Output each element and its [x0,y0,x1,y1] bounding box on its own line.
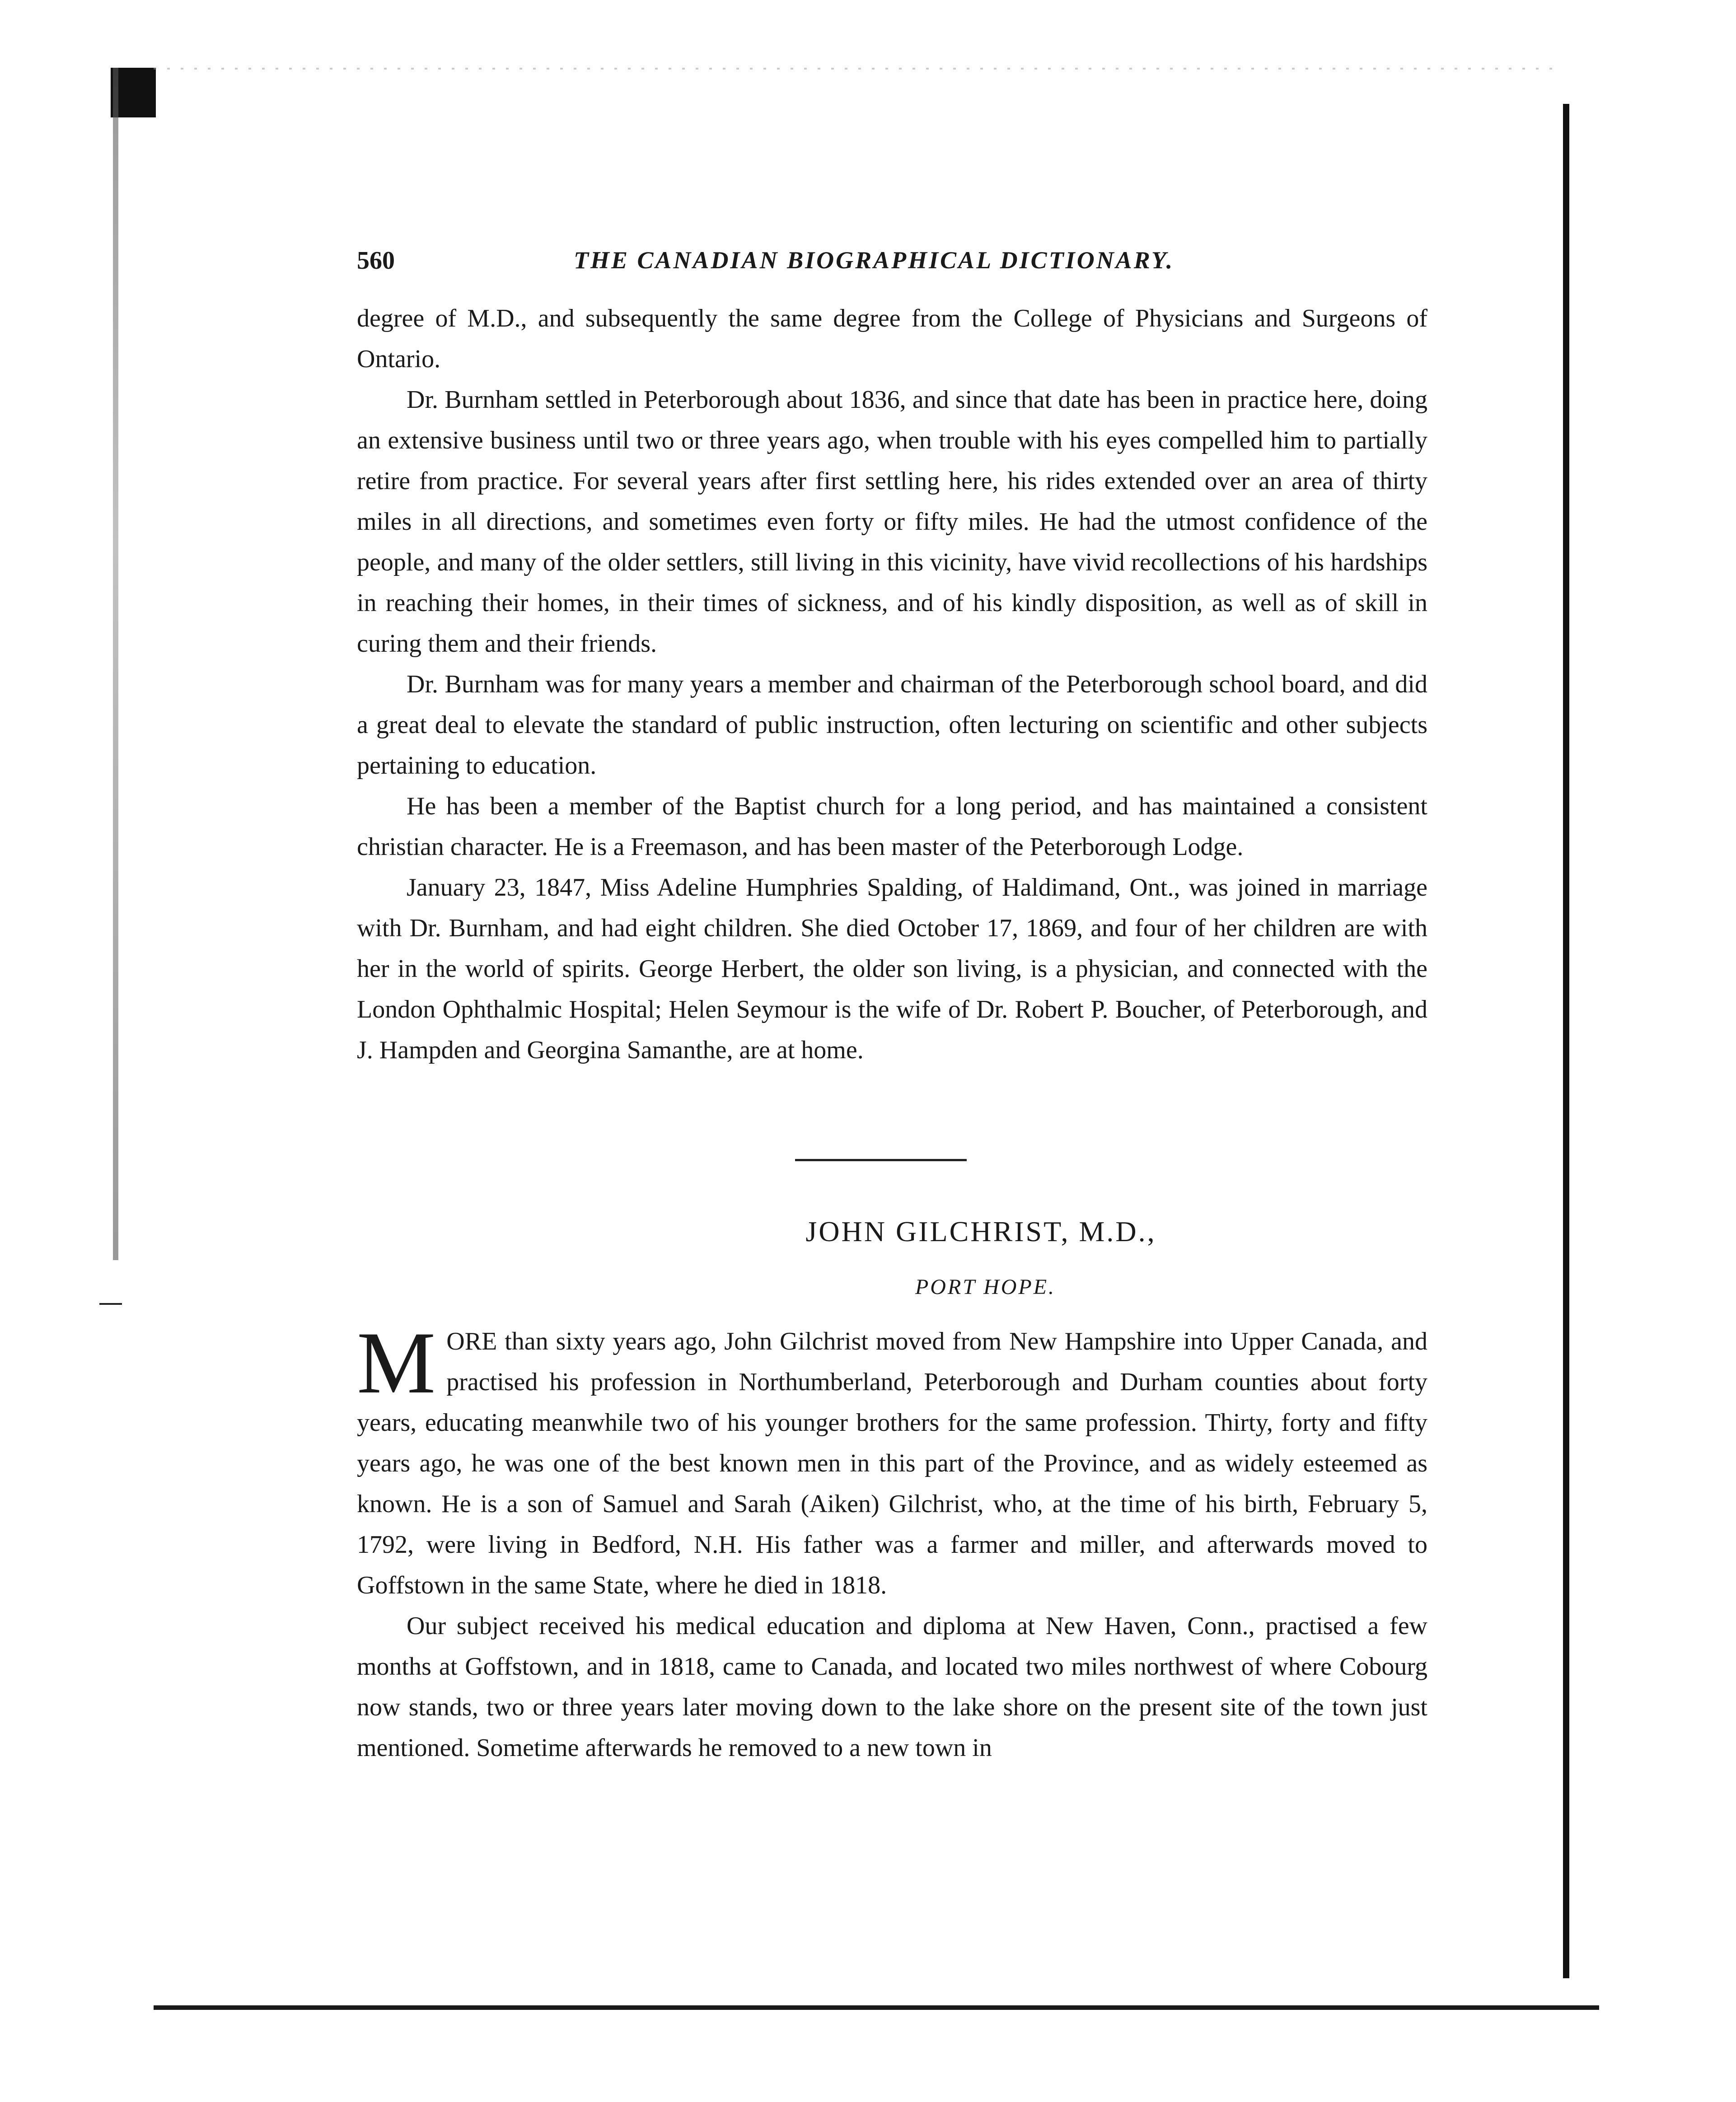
paragraph: Our subject received his medical education and diploma at New Haven, Conn., practised a few months at Goffstown, and in 1818, came to Canada, and located two miles northwest of where Cobourg now stands, two or three years later moving down to the lake shore on the present site of the town just mentioned. Sometime afterwards he removed to a new town in [357,1612,1427,1762]
drop-cap: M [357,1314,436,1412]
entry-title: JOHN GILCHRIST, M.D., [805,1215,1156,1247]
paragraph: He has been a member of the Baptist church for a long period, and has maintained a consistent christian character. He is a Freemason, and has been master of the Peterborough Lodge. [357,792,1427,861]
paragraph: Dr. Burnham settled in Peterborough about 1836, and since that date has been in practice here, doing an extensive business until two or three years ago, when trouble with his eyes compelled him to partially retire from practice. For several years after first settling here, his rides extended over an area of thirty miles in all directions, and sometimes even forty or fifty miles. He had the utmost confidence of the people, and many of the older settlers, still living in this vicinity, have vivid recollections of his hardships in reaching their homes, in their times of sickness, and of his kindly disposition, as well as of skill in curing them and their friends. [357,386,1427,658]
paragraph [357,1314,1427,1606]
previous-entry-text [357,298,1427,1070]
paragraph: degree of M.D., and subsequently the same degree from the College of Physicians and Surgeons of Ontario. [357,304,1427,373]
paragraph: Dr. Burnham was for many years a member and chairman of the Peterborough school board, and did a great deal to elevate the standard of public instruction, often lecturing on scientific and other subjects pertaining to education. [357,670,1427,780]
paragraph: January 23, 1847, Miss Adeline Humphries Spalding, of Haldimand, Ont., was joined in marriage with Dr. Burnham, and had eight children. She died October 17, 1869, and four of her children are with her in the world of spirits. George Herbert, the older son living, is a physician, and connected with the London Ophthalmic Hospital; Helen Seymour is the wife of Dr. Robert P. Boucher, of Peterborough, and J. Hampden and Georgina Samanthe, are at home. [357,873,1427,1064]
page-number: 560 [357,247,395,275]
entry-text [357,1314,1427,1768]
paragraph-text: ORE than sixty years ago, John Gilchrist moved from New Hampshire into Upper Canada, and practised his profession in Northumberland, Peterborough and Durham counties about forty years, educating meanwhile two of his younger brothers for the same profession. Thirty, forty and fifty years ago, he was one of the best known men in this part of the Province, and as widely esteemed as known. He is a son of Samuel and Sarah (Aiken) Gilchrist, who, at the time of his birth, February 5, 1792, were living in Bedford, N.H. His father was a farmer and miller, and afterwards moved to Goffstown in the same State, where he died in 1818. [357,1327,1427,1599]
entry-place: PORT HOPE. [915,1275,1056,1299]
scan-top-noise [154,68,1563,70]
section-divider [795,1159,967,1161]
running-head [357,246,1464,282]
scan-left-edge [113,68,118,1260]
running-title: THE CANADIAN BIOGRAPHICAL DICTIONARY. [574,247,1174,274]
scan-right-rule [1563,104,1569,1978]
scan-bottom-rule [154,2005,1599,2010]
